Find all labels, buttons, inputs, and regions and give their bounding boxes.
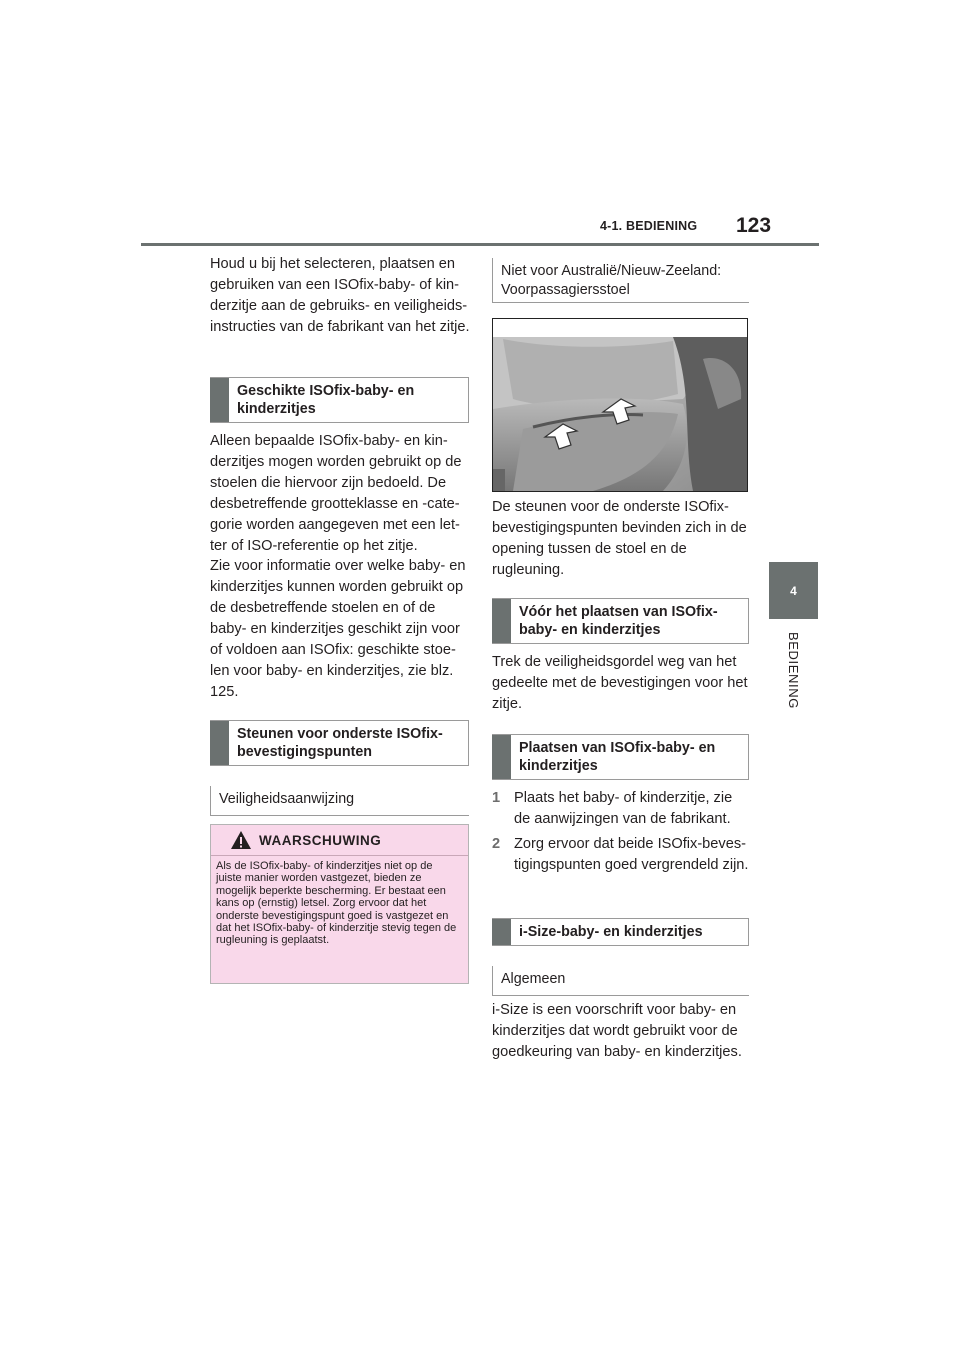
list-item [492, 834, 752, 898]
step-text: Plaats het baby- of kinderzitje, zie de aanwijzingen van de fabrikant. [514, 790, 733, 827]
heading-bar [492, 735, 511, 779]
list-item [492, 788, 752, 832]
heading-bar [492, 919, 511, 945]
heading-text: Vóór het plaatsen van ISOfix-baby- en kinderzitjes [519, 604, 718, 638]
section-heading-placing [492, 734, 749, 780]
chapter-label: BEDIENING [786, 632, 801, 709]
heading-text: Plaatsen van ISOfix-baby- en kinderzitjes [519, 740, 716, 774]
section-heading-isize [492, 918, 749, 946]
header-rule [141, 243, 819, 246]
heading-text: Steunen voor onderste ISOfix-bevestigingspunten [237, 726, 443, 760]
warning-title: WAARSCHUWING [259, 833, 382, 848]
warning-text: Als de ISOfix-baby- of kinderzitjes niet op de juiste manier worden vastgezet, bieden ze mogelijk beperkte bescherming. Er bestaat een kans op (ernstig) letsel. Zorg ervoor dat het onderste bevestigingspunt goed is vastgezet en dat het ISOfix-baby- of kinderzitje stevig tegen de rugleuning is geplaatst. [216, 860, 457, 947]
section-title: 4-1. BEDIENING [600, 219, 698, 233]
warning-triangle-icon [230, 830, 252, 850]
heading-bar [210, 378, 229, 422]
warning-divider [211, 855, 468, 856]
section-heading-suitable-seats [210, 377, 469, 423]
chapter-tab: 4 [769, 562, 818, 619]
step-number: 1 [492, 790, 501, 806]
paragraph-isize: i-Size is een voorschrift voor baby- en kinderzitjes dat wordt gebruikt voor de goedkeuring van baby- en kinderzitjes. [492, 1002, 742, 1060]
paragraph-suitable-seats: Alleen bepaalde ISOfix-baby- en kin-derzitjes mogen worden gebruikt op de stoelen die hiervoor zijn bedoeld. De desbetreffende grootteklasse en -cate-gorie worden aangegeven met een let-ter of ISO-referentie op het zitje. [210, 433, 462, 554]
warning-box [210, 824, 469, 984]
heading-text: Geschikte ISOfix-baby- en kinderzitjes [237, 383, 415, 417]
step-number: 2 [492, 836, 501, 852]
heading-text: i-Size-baby- en kinderzitjes [519, 924, 703, 940]
section-heading-before-placing [492, 598, 749, 644]
section-heading-anchor-supports [210, 720, 469, 766]
seat-anchor-photo [492, 318, 748, 492]
subheading-general: Algemeen [492, 966, 749, 996]
subheading-safety: Veiligheidsaanwijzing [210, 786, 469, 816]
heading-bar [210, 721, 229, 765]
paragraph-anchor-location: De steunen voor de onderste ISOfix-bevestigingspunten bevinden zich in de opening tussen de stoel en de rugleuning. [492, 499, 747, 578]
paragraph-seat-info: Zie voor informatie over welke baby- en kinderzitjes kunnen worden gebruikt op de desbetreffende stoelen en of de baby- en kinderzitjes geschikt zijn voor of voldoen aan ISOfix: geschikte stoe-len voor baby- en kinderzitjes, zie blz. 125. [210, 558, 466, 700]
paragraph-belt: Trek de veiligheidsgordel weg van het gedeelte met de bevestigingen voor het zitje. [492, 654, 748, 712]
intro-paragraph: Houd u bij het selecteren, plaatsen en gebruiken van een ISOfix-baby- of kin-derzitje aan de gebruiks- en veiligheids-instructies van de fabrikant van het zitje. [210, 256, 470, 335]
subheading-not-australia: Niet voor Australië/Nieuw-Zeeland: Voorpassagiersstoel [492, 258, 749, 303]
step-text: Zorg ervoor dat beide ISOfix-beves-tigingspunten goed vergrendeld zijn. [514, 836, 749, 873]
page-number: 123 [736, 214, 772, 237]
heading-bar [492, 599, 511, 643]
seat-anchor-illustration [493, 319, 747, 491]
